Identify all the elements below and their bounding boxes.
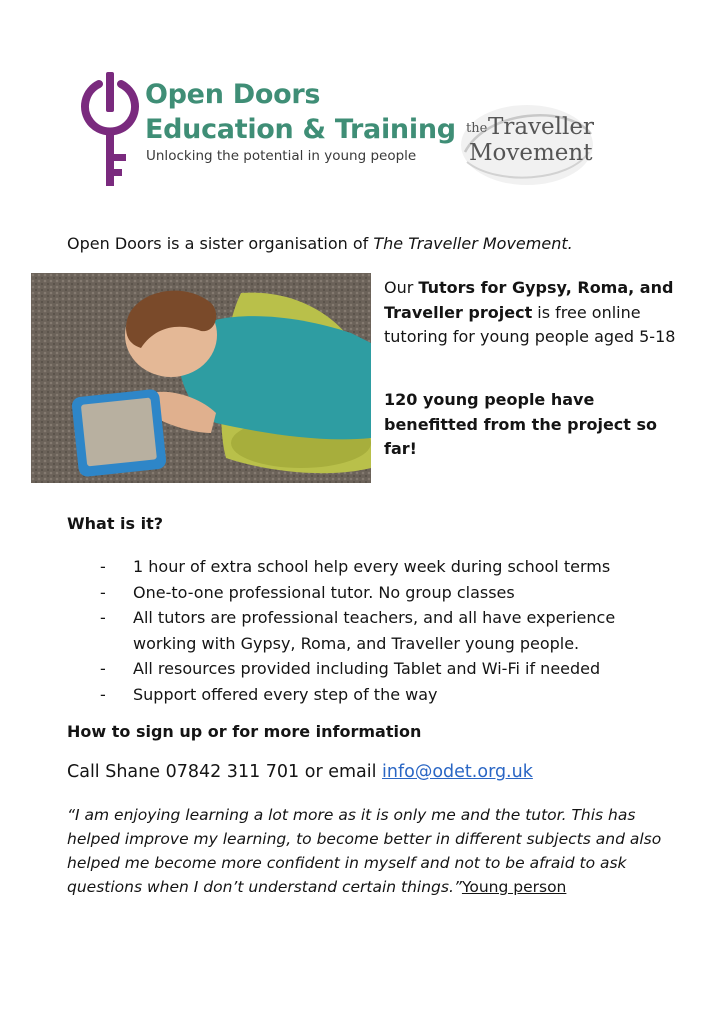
list-item: - All tutors are professional teachers, and all have experience working with Gypsy, Roma, and Traveller young people. <box>100 608 616 653</box>
tm-logo-movement: Movement <box>469 140 593 166</box>
intro-text: Open Doors is a sister organisation of <box>67 234 374 253</box>
list-item: - Support offered every step of the way <box>100 684 438 704</box>
list-item: - 1 hour of extra school help every week during school terms <box>100 557 611 576</box>
tm-logo-the: the <box>466 121 488 136</box>
project-benefit: 120 young people have benefitted from the project so far! <box>384 390 658 458</box>
org-tagline: Unlocking the potential in young people <box>146 148 417 164</box>
testimonial-quote <box>67 803 687 899</box>
org-name-line1: Open Doors <box>145 79 321 110</box>
list-item: - One-to-one professional tutor. No group classes <box>100 582 515 602</box>
quote-attribution: Young person <box>461 878 567 896</box>
photo-child-with-tablet <box>31 273 371 483</box>
open-doors-key-logo <box>80 70 150 188</box>
contact-text: Call Shane 07842 311 701 or email <box>67 762 383 782</box>
list-item: - All resources provided including Tablet and Wi-Fi if needed <box>100 659 601 678</box>
project-description <box>384 276 684 350</box>
intro-sentence <box>67 234 573 253</box>
what-is-it-list <box>100 554 680 707</box>
intro-partner-name: The Traveller Movement. <box>373 234 573 253</box>
signup-heading: How to sign up or for more information <box>67 722 422 741</box>
tm-logo-traveller: Traveller <box>488 114 594 140</box>
project-details: is free online tutoring for young people aged 5-18 <box>384 302 676 346</box>
quote-text: “I am enjoying learning a lot more as it is only me and the tutor. This has helped improve my learning, to become better in different subjects and also helped me become more confident in myself and not to be afraid to ask questions when I don’t understand certain things.” <box>67 806 662 896</box>
project-prefix: Our <box>384 278 419 297</box>
email-link[interactable]: info@odet.org.uk <box>382 762 533 782</box>
contact-line <box>67 762 533 782</box>
org-name-line2: Education & Training <box>145 114 456 145</box>
what-is-it-heading: What is it? <box>67 514 164 533</box>
project-name: Tutors for Gypsy, Roma, and Traveller project <box>384 278 674 322</box>
